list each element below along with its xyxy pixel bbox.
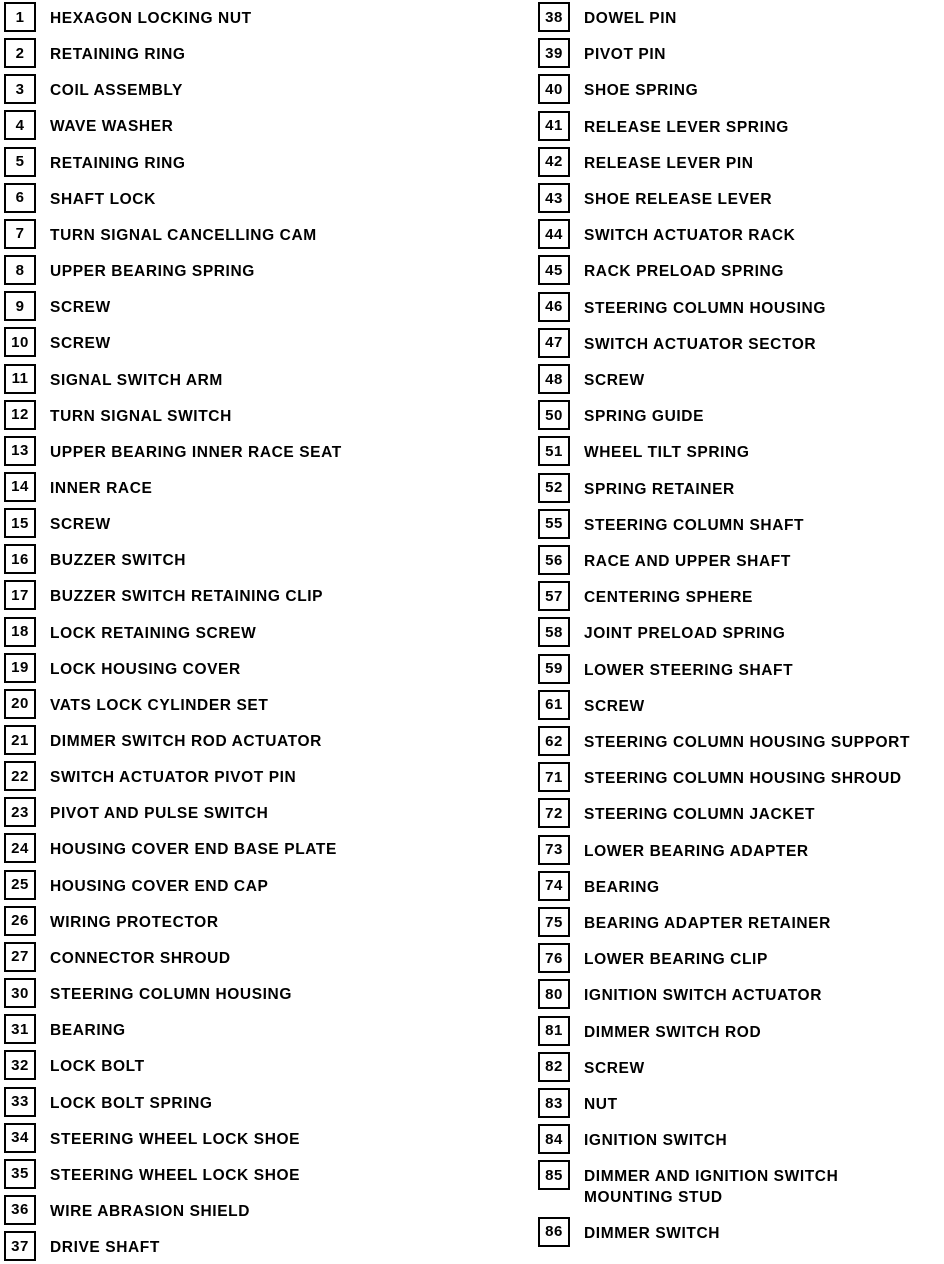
part-number-box: 36 [4, 1195, 36, 1225]
part-number-box: 21 [4, 725, 36, 755]
part-number-box: 72 [538, 798, 570, 828]
part-label: BUZZER SWITCH [50, 552, 187, 570]
part-number-box: 43 [538, 183, 570, 213]
part-label: SCREW [50, 335, 111, 353]
part-label: HOUSING COVER END BASE PLATE [50, 841, 337, 859]
legend-row [538, 2, 677, 32]
legend-row [4, 870, 268, 900]
part-label: COIL ASSEMBLY [50, 82, 183, 100]
legend-row [538, 1088, 618, 1118]
part-label: SWITCH ACTUATOR SECTOR [584, 335, 817, 353]
part-label: SWITCH ACTUATOR PIVOT PIN [50, 769, 297, 787]
part-label: LOCK BOLT SPRING [50, 1094, 213, 1112]
part-number-box: 71 [538, 762, 570, 792]
part-label: SCREW [584, 697, 645, 715]
part-label: VATS LOCK CYLINDER SET [50, 696, 269, 714]
part-number-box: 12 [4, 400, 36, 430]
legend-row [538, 147, 754, 177]
part-label: PIVOT AND PULSE SWITCH [50, 805, 269, 823]
part-number-box: 20 [4, 689, 36, 719]
legend-row [538, 38, 666, 68]
legend-row [4, 291, 111, 321]
part-label: TURN SIGNAL CANCELLING CAM [50, 226, 317, 244]
part-number-box: 46 [538, 292, 570, 322]
legend-row [4, 1014, 126, 1044]
part-label: UPPER BEARING SPRING [50, 263, 255, 281]
part-label: SHAFT LOCK [50, 190, 156, 208]
part-label: RETAINING RING [50, 46, 186, 64]
part-label: RETAINING RING [50, 154, 186, 172]
part-label: SCREW [50, 516, 111, 534]
legend-row [538, 1217, 720, 1247]
legend-row [4, 1050, 145, 1080]
part-number-box: 6 [4, 183, 36, 213]
part-label: DIMMER SWITCH ROD ACTUATOR [50, 733, 322, 750]
legend-row [538, 581, 753, 611]
legend-row [538, 907, 831, 937]
part-label: SWITCH ACTUATOR RACK [584, 227, 796, 245]
legend-row [4, 942, 231, 972]
part-number-box: 19 [4, 653, 36, 683]
part-number-box: 57 [538, 581, 570, 611]
legend-row [4, 219, 317, 249]
part-label: STEERING COLUMN HOUSING SHROUD [584, 770, 902, 788]
part-label: NUT [584, 1096, 618, 1113]
part-number-box: 85 [538, 1160, 570, 1190]
part-number-box: 10 [4, 327, 36, 357]
part-number-box: 73 [538, 835, 570, 865]
part-label: STEERING WHEEL LOCK SHOE [50, 1130, 301, 1148]
legend-row [4, 508, 111, 538]
part-label: SCREW [584, 372, 645, 389]
legend-row [4, 183, 156, 213]
legend-row [538, 979, 822, 1009]
part-number-box: 25 [4, 870, 36, 900]
part-number-box: 11 [4, 364, 36, 394]
legend-row [4, 38, 186, 68]
part-label: STEERING COLUMN JACKET [584, 806, 816, 824]
part-number-box: 24 [4, 833, 36, 863]
part-number-box: 50 [538, 400, 570, 430]
part-label: STEERING COLUMN HOUSING [584, 299, 827, 317]
legend-row [4, 364, 223, 394]
part-number-box: 22 [4, 761, 36, 791]
part-number-box: 74 [538, 871, 570, 901]
legend-row [538, 617, 785, 647]
part-number-box: 23 [4, 797, 36, 827]
part-number-box: 5 [4, 147, 36, 177]
part-label: SPRING GUIDE [584, 408, 705, 426]
part-number-box: 15 [4, 508, 36, 538]
part-label: LOWER STEERING SHAFT [584, 661, 794, 679]
legend-row [538, 328, 816, 358]
legend-row [4, 472, 152, 502]
part-label: SCREW [50, 299, 111, 317]
part-number-box: 1 [4, 2, 36, 32]
part-number-box: 84 [538, 1124, 570, 1154]
legend-row [4, 436, 342, 466]
part-label: LOWER BEARING ADAPTER [584, 842, 809, 860]
legend-row [4, 580, 323, 610]
part-number-box: 61 [538, 690, 570, 720]
part-label: BEARING ADAPTER RETAINER [584, 915, 831, 932]
part-number-box: 31 [4, 1014, 36, 1044]
part-number-box: 38 [538, 2, 570, 32]
legend-row [538, 436, 750, 466]
part-label: HEXAGON LOCKING NUT [50, 10, 252, 27]
part-number-box: 56 [538, 545, 570, 575]
legend-row [538, 292, 826, 322]
part-number-box: 81 [538, 1016, 570, 1046]
part-number-box: 86 [538, 1217, 570, 1247]
part-label: DIMMER SWITCH ROD [584, 1023, 762, 1041]
part-number-box: 26 [4, 906, 36, 936]
legend-row [4, 1159, 300, 1189]
part-number-box: 44 [538, 219, 570, 249]
legend-row [538, 74, 698, 104]
part-number-box: 62 [538, 726, 570, 756]
part-label: SCREW [584, 1059, 645, 1077]
part-label: WIRE ABRASION SHIELD [50, 1202, 251, 1220]
part-number-box: 7 [4, 219, 36, 249]
part-number-box: 48 [538, 364, 570, 394]
legend-row [538, 509, 804, 539]
part-number-box: 76 [538, 943, 570, 973]
part-label: LOWER BEARING CLIP [584, 951, 768, 969]
part-number-box: 51 [538, 436, 570, 466]
part-label: BEARING [584, 878, 660, 896]
part-number-box: 14 [4, 472, 36, 502]
part-label: STEERING COLUMN SHAFT [584, 516, 805, 534]
part-number-box: 16 [4, 544, 36, 574]
legend-row [4, 1195, 250, 1225]
part-number-box: 4 [4, 110, 36, 140]
legend-row [4, 74, 183, 104]
part-number-box: 3 [4, 74, 36, 104]
legend-row [4, 2, 252, 32]
part-number-box: 34 [4, 1123, 36, 1153]
part-label: HOUSING COVER END CAP [50, 877, 269, 895]
legend-row [4, 255, 255, 285]
legend-row [4, 110, 173, 140]
part-number-box: 9 [4, 291, 36, 321]
part-number-box: 37 [4, 1231, 36, 1261]
part-label: WIRING PROTECTOR [50, 913, 219, 931]
legend-row [4, 327, 111, 357]
legend-row [4, 617, 256, 647]
part-number-box: 35 [4, 1159, 36, 1189]
part-label: WAVE WASHER [50, 118, 174, 136]
legend-row [4, 147, 186, 177]
part-number-box: 75 [538, 907, 570, 937]
part-label: LOCK BOLT [50, 1058, 145, 1076]
part-number-box: 8 [4, 255, 36, 285]
part-number-box: 80 [538, 979, 570, 1009]
part-number-box: 55 [538, 509, 570, 539]
legend-row [538, 798, 815, 828]
part-number-box: 13 [4, 436, 36, 466]
part-label: DIMMER AND IGNITION SWITCH MOUNTING STUD [584, 1168, 839, 1207]
part-label: BUZZER SWITCH RETAINING CLIP [50, 588, 324, 606]
part-label: IGNITION SWITCH [584, 1132, 728, 1150]
part-label: WHEEL TILT SPRING [584, 444, 750, 462]
legend-row [538, 400, 704, 430]
part-label: SHOE RELEASE LEVER [584, 191, 773, 208]
part-label: STEERING WHEEL LOCK SHOE [50, 1166, 301, 1184]
legend-row [4, 978, 292, 1008]
legend-row [538, 545, 791, 575]
part-label: SIGNAL SWITCH ARM [50, 371, 223, 389]
part-number-box: 32 [4, 1050, 36, 1080]
legend-row [538, 111, 789, 141]
legend-row [538, 183, 772, 213]
part-label: RACE AND UPPER SHAFT [584, 553, 791, 570]
legend-row [538, 1016, 761, 1046]
legend-row [538, 364, 645, 394]
part-label: DIMMER SWITCH [584, 1224, 721, 1242]
part-number-box: 52 [538, 473, 570, 503]
part-label: LOCK RETAINING SCREW [50, 624, 257, 642]
part-label: INNER RACE [50, 479, 153, 497]
part-number-box: 2 [4, 38, 36, 68]
part-number-box: 42 [538, 147, 570, 177]
part-label: RELEASE LEVER SPRING [584, 118, 789, 136]
legend-row [4, 653, 241, 683]
part-label: DOWEL PIN [584, 10, 677, 27]
legend-row [538, 1052, 645, 1082]
legend-row [4, 1231, 160, 1261]
part-number-box: 59 [538, 654, 570, 684]
legend-row [538, 762, 902, 792]
legend-row [4, 689, 268, 719]
legend-row [4, 1123, 300, 1153]
part-label: TURN SIGNAL SWITCH [50, 407, 232, 425]
part-label: CENTERING SPHERE [584, 589, 753, 607]
legend-row [538, 943, 768, 973]
legend-row [4, 1087, 213, 1117]
part-label: IGNITION SWITCH ACTUATOR [584, 987, 822, 1005]
legend-row [538, 726, 910, 756]
legend-row [538, 473, 735, 503]
part-label: STEERING COLUMN HOUSING SUPPORT [584, 734, 911, 751]
part-number-box: 18 [4, 617, 36, 647]
part-label: RACK PRELOAD SPRING [584, 263, 784, 281]
legend-row [4, 761, 296, 791]
part-label: SHOE SPRING [584, 82, 699, 100]
part-label: RELEASE LEVER PIN [584, 154, 754, 172]
legend-row [538, 690, 645, 720]
part-number-box: 17 [4, 580, 36, 610]
part-label: LOCK HOUSING COVER [50, 660, 241, 678]
part-number-box: 30 [4, 978, 36, 1008]
part-number-box: 47 [538, 328, 570, 358]
legend-row [4, 400, 232, 430]
part-number-box: 45 [538, 255, 570, 285]
part-number-box: 33 [4, 1087, 36, 1117]
part-number-box: 41 [538, 111, 570, 141]
part-label: BEARING [50, 1022, 126, 1040]
part-label: DRIVE SHAFT [50, 1239, 160, 1257]
part-number-box: 39 [538, 38, 570, 68]
legend-row [4, 725, 322, 755]
part-number-box: 27 [4, 942, 36, 972]
legend-row [538, 1124, 727, 1154]
part-number-box: 40 [538, 74, 570, 104]
part-number-box: 82 [538, 1052, 570, 1082]
part-label: CONNECTOR SHROUD [50, 949, 231, 967]
part-label: JOINT PRELOAD SPRING [584, 625, 786, 643]
legend-row [4, 797, 268, 827]
legend-row [538, 219, 795, 249]
legend-row [4, 833, 337, 863]
part-label: PIVOT PIN [584, 46, 667, 64]
legend-row [538, 1160, 884, 1208]
legend-row [4, 544, 186, 574]
part-label: UPPER BEARING INNER RACE SEAT [50, 443, 342, 461]
part-number-box: 83 [538, 1088, 570, 1118]
legend-row [538, 255, 784, 285]
legend-row [4, 906, 219, 936]
part-label: STEERING COLUMN HOUSING [50, 986, 293, 1004]
part-number-box: 58 [538, 617, 570, 647]
legend-row [538, 654, 793, 684]
part-label: SPRING RETAINER [584, 480, 735, 498]
legend-row [538, 871, 660, 901]
legend-row [538, 835, 809, 865]
